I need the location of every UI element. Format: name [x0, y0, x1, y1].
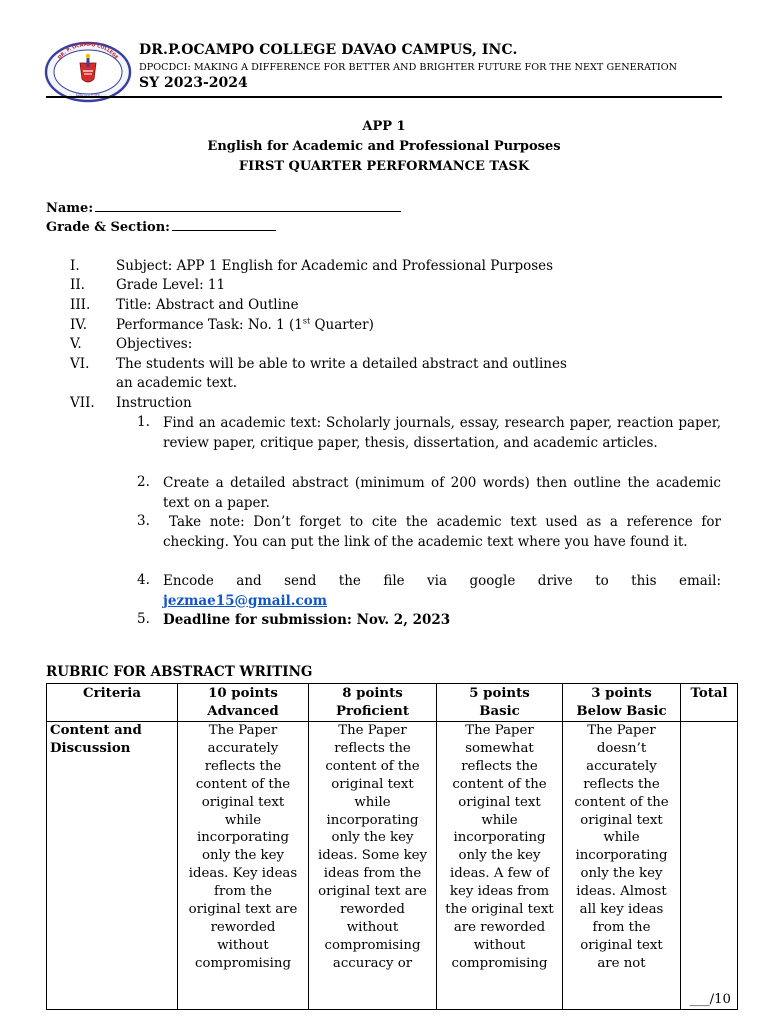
encode-send-text: Encode and send the file via google drive to this email:	[163, 573, 721, 589]
header-criteria	[47, 684, 178, 722]
instruction-find-text: Find an academic text: Scholarly journals, essay, research paper, reaction paper, review paper, critique paper, thesis, dissertation, and academic articles.	[163, 415, 721, 451]
rubric-cell-line: original text are	[188, 902, 298, 918]
rubric-cell-line: The Paper	[208, 723, 278, 738]
instruction-encode-send	[163, 572, 721, 611]
header-below-basic-points: 3 points	[591, 686, 652, 701]
rubric-cell-line: incorporating	[196, 830, 290, 846]
rubric-cell-line: incorporating	[326, 812, 419, 828]
college-seal-logo	[44, 41, 132, 103]
header-total	[681, 684, 738, 722]
criteria-line: Discussion	[50, 740, 131, 756]
item-subject: Subject: APP 1 English for Academic and Professional Purposes	[116, 258, 554, 274]
rubric-cell-line: only the key	[458, 848, 541, 864]
header-basic-points: 5 points	[469, 686, 530, 701]
item-instruction: Instruction	[116, 395, 192, 411]
rubric-cell-line: The Paper	[587, 723, 656, 738]
item-number: IV.	[70, 317, 88, 333]
header-below-basic	[563, 684, 681, 722]
rubric-cell-line: accurately	[207, 740, 279, 756]
rubric-cell-line: The Paper	[465, 723, 534, 738]
item-objectives: Objectives:	[116, 336, 193, 352]
rubric-cell-line: from the	[592, 919, 651, 935]
item-number: II.	[70, 277, 85, 293]
rubric-cell-line: while	[354, 794, 391, 810]
basic-cell	[437, 722, 563, 1010]
task-title: FIRST QUARTER PERFORMANCE TASK	[238, 159, 530, 174]
rubric-cell-line: incorporating	[453, 830, 546, 846]
item-number: V.	[70, 336, 82, 352]
rubric-cell-line: compromising	[324, 937, 421, 953]
grade-section-field	[46, 218, 276, 235]
rubric-cell-line: are reworded	[453, 919, 546, 935]
rubric-cell-line: compromising	[451, 955, 548, 971]
rubric-cell-line: without	[217, 937, 269, 953]
rubric-cell-line: while	[481, 812, 518, 828]
name-field	[46, 199, 401, 216]
document-title: APP 1	[362, 119, 406, 134]
rubric-cell-line: key ideas from	[449, 884, 550, 900]
rubric-cell-line: content of the	[325, 758, 420, 774]
rubric-cell-line: original text	[580, 812, 663, 828]
rubric-cell-line: compromising	[195, 955, 291, 971]
rubric-cell-line: content of the	[195, 776, 291, 792]
rubric-cell-line: ideas. Key ideas	[188, 866, 298, 882]
rubric-title: RUBRIC FOR ABSTRACT WRITING	[46, 664, 313, 680]
header-advanced-points: 10 points	[208, 686, 278, 701]
rubric-header-row	[47, 684, 738, 722]
rubric-cell-line: doesn’t	[596, 740, 647, 756]
rubric-cell-line: reflects the	[204, 758, 282, 774]
header-divider	[46, 96, 722, 98]
proficient-cell	[309, 722, 437, 1010]
course-title: English for Academic and Professional Purposes	[207, 139, 561, 154]
rubric-cell-line: while	[603, 830, 640, 846]
instruction-deadline: Deadline for submission: Nov. 2, 2023	[163, 612, 451, 628]
item-number: III.	[70, 297, 91, 313]
rubric-cell-line: incorporating	[575, 848, 668, 864]
rubric-cell-line: reflects the	[334, 740, 411, 756]
rubric-cell-line: reflects the	[461, 758, 538, 774]
instruction-take-note: Take note: Don’t forget to cite the academic text used as a reference for checking. You can put the link of the academic text where you have found it.	[163, 514, 721, 550]
instruction-number: 3.	[137, 513, 150, 529]
rubric-cell-line: The Paper	[338, 723, 407, 738]
rubric-cell-line: original text are	[318, 884, 427, 900]
header-advanced	[178, 684, 309, 722]
item-number: I.	[70, 258, 80, 274]
rubric-cell-line: ideas. Some key	[317, 848, 428, 864]
item-objective-line1: The students will be able to write a detailed abstract and outlines	[116, 356, 567, 372]
rubric-cell-line: accuracy or	[332, 955, 413, 971]
item-title: Title: Abstract and Outline	[116, 297, 299, 313]
rubric-cell-line: original text	[201, 794, 285, 810]
grade-section-label: Grade & Section:	[46, 220, 170, 235]
rubric-cell-line: only the key	[201, 848, 284, 864]
rubric-cell-line: original text	[331, 776, 414, 792]
rubric-cell-line: reworded	[340, 902, 405, 918]
rubric-cell-line: content of the	[574, 794, 669, 810]
rubric-table	[46, 683, 738, 1010]
criteria-line: Content and	[50, 723, 142, 738]
instruction-create-abstract: Create a detailed abstract (minimum of 200 words) then outline the academic text on a paper.	[163, 475, 721, 511]
rubric-cell-line: accurately	[586, 758, 657, 774]
school-motto: DPOCDCI: MAKING A DIFFERENCE FOR BETTER AND BRIGHTER FUTURE FOR THE NEXT GENERATION	[139, 62, 678, 73]
header-proficient	[309, 684, 437, 722]
rubric-cell-line: content of the	[452, 776, 547, 792]
school-year: SY 2023-2024	[139, 75, 248, 91]
header-proficient-points: 8 points	[342, 686, 403, 701]
performance-task-text: Performance Task: No. 1 (1	[116, 317, 303, 333]
header-total-label: Total	[690, 686, 728, 701]
rubric-cell-line: without	[346, 919, 399, 935]
email-link[interactable]: jezmae15@gmail.com	[163, 592, 327, 609]
performance-task-suffix: Quarter)	[310, 317, 374, 333]
rubric-cell-line: reflects the	[583, 776, 660, 792]
ordinal-superscript: st	[302, 316, 311, 326]
rubric-cell-line: are not	[597, 955, 646, 971]
rubric-cell-line: from the	[214, 884, 272, 900]
rubric-cell-line: ideas from the	[323, 866, 422, 882]
logo-text-top: DR. P. OCAMPO COLLEGE	[57, 42, 119, 61]
item-number: VII.	[70, 395, 95, 411]
advanced-cell	[178, 722, 309, 1010]
criteria-cell	[47, 722, 178, 1010]
rubric-cell-line: only the key	[331, 830, 414, 846]
rubric-cell-line: without	[473, 937, 526, 953]
header-basic-level: Basic	[479, 704, 520, 719]
item-number: VI.	[70, 356, 90, 372]
rubric-cell-line: ideas. A few of	[450, 866, 549, 882]
header-advanced-level: Advanced	[207, 704, 279, 719]
name-blank-line[interactable]	[95, 199, 401, 212]
instruction-number: 5.	[137, 611, 150, 627]
instruction-number: 2.	[137, 474, 150, 490]
header-criteria-label: Criteria	[83, 686, 141, 701]
item-performance-task	[116, 317, 374, 333]
rubric-cell-line: all key ideas	[579, 902, 664, 918]
rubric-cell-line: only the key	[580, 866, 663, 882]
rubric-cell-line: somewhat	[465, 740, 534, 756]
instruction-number: 1.	[137, 414, 150, 430]
school-name: DR.P.OCAMPO COLLEGE DAVAO CAMPUS, INC.	[139, 42, 518, 58]
item-grade-level: Grade Level: 11	[116, 277, 226, 293]
header-proficient-level: Proficient	[336, 704, 409, 719]
rubric-cell-line: ideas. Almost	[576, 884, 667, 900]
rubric-cell-line: while	[224, 812, 262, 828]
header-basic	[437, 684, 563, 722]
rubric-row-content	[47, 722, 738, 1010]
item-objective-line2: an academic text.	[116, 375, 238, 391]
header-below-basic-level: Below Basic	[576, 704, 667, 719]
rubric-cell-line: original text	[580, 937, 663, 953]
rubric-cell-line: reworded	[210, 919, 276, 935]
rubric-cell-line: original text	[458, 794, 541, 810]
total-cell[interactable]: ___/10	[681, 722, 738, 1010]
grade-section-blank-line[interactable]	[172, 218, 276, 231]
name-label: Name:	[46, 201, 94, 216]
rubric-cell-line: the original text	[445, 902, 554, 918]
instruction-number: 4.	[137, 572, 150, 588]
below-basic-cell	[563, 722, 681, 1010]
